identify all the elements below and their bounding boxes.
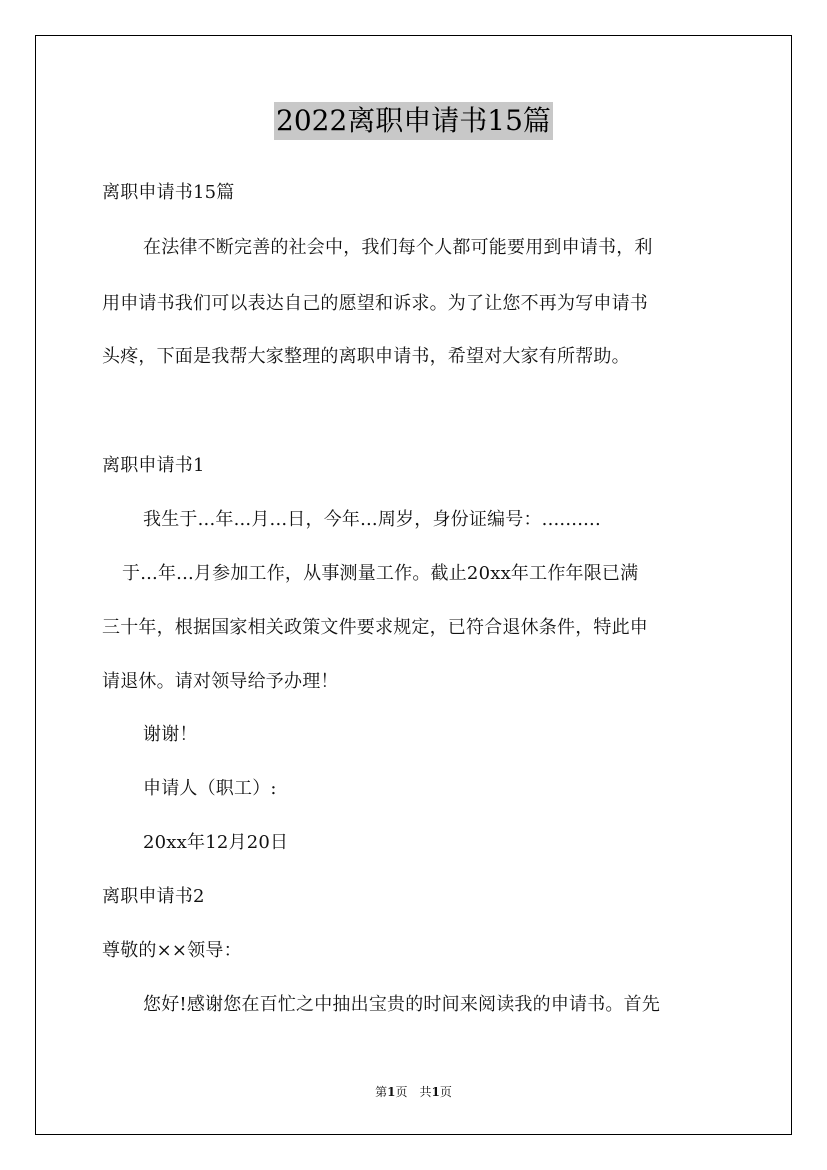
section1-line-1: 我生于...年...月...日，今年...周岁，身份证编号：..........	[143, 509, 601, 530]
section1-date: 20xx年12月20日	[143, 832, 289, 853]
section1-applicant: 申请人（职工）:	[143, 778, 277, 799]
footer-suffix: 页	[439, 1085, 452, 1099]
page-footer	[0, 1084, 827, 1100]
footer-page-total: 1	[431, 1085, 440, 1099]
section1-heading: 离职申请书1	[102, 455, 205, 476]
section1-line-3: 三十年，根据国家相关政策文件要求规定，已符合退休条件，特此申	[102, 617, 648, 638]
intro-line-1: 在法律不断完善的社会中，我们每个人都可能要用到申请书，利	[143, 237, 653, 258]
section2-line-1: 您好!感谢您在百忙之中抽出宝贵的时间来阅读我的申请书。首先	[143, 994, 661, 1015]
footer-mid: 页 共	[395, 1085, 432, 1099]
intro-line-3: 头疼，下面是我帮大家整理的离职申请书，希望对大家有所帮助。	[102, 346, 630, 367]
section1-line-4: 请退休。请对领导给予办理！	[102, 671, 339, 692]
section1-thanks: 谢谢！	[143, 724, 198, 745]
footer-prefix: 第	[375, 1085, 388, 1099]
section1-line-2: 于...年...月参加工作，从事测量工作。截止20xx年工作年限已满	[122, 563, 639, 584]
document-title: 2022离职申请书15篇	[274, 102, 553, 140]
section2-heading: 离职申请书2	[102, 886, 205, 907]
intro-line-2: 用申请书我们可以表达自己的愿望和诉求。为了让您不再为写申请书	[102, 293, 648, 314]
document-subtitle: 离职申请书15篇	[102, 182, 235, 203]
title-wrapper	[0, 102, 827, 140]
footer-page-number: 1	[387, 1085, 396, 1099]
section2-salutation: 尊敬的××领导：	[102, 940, 242, 961]
